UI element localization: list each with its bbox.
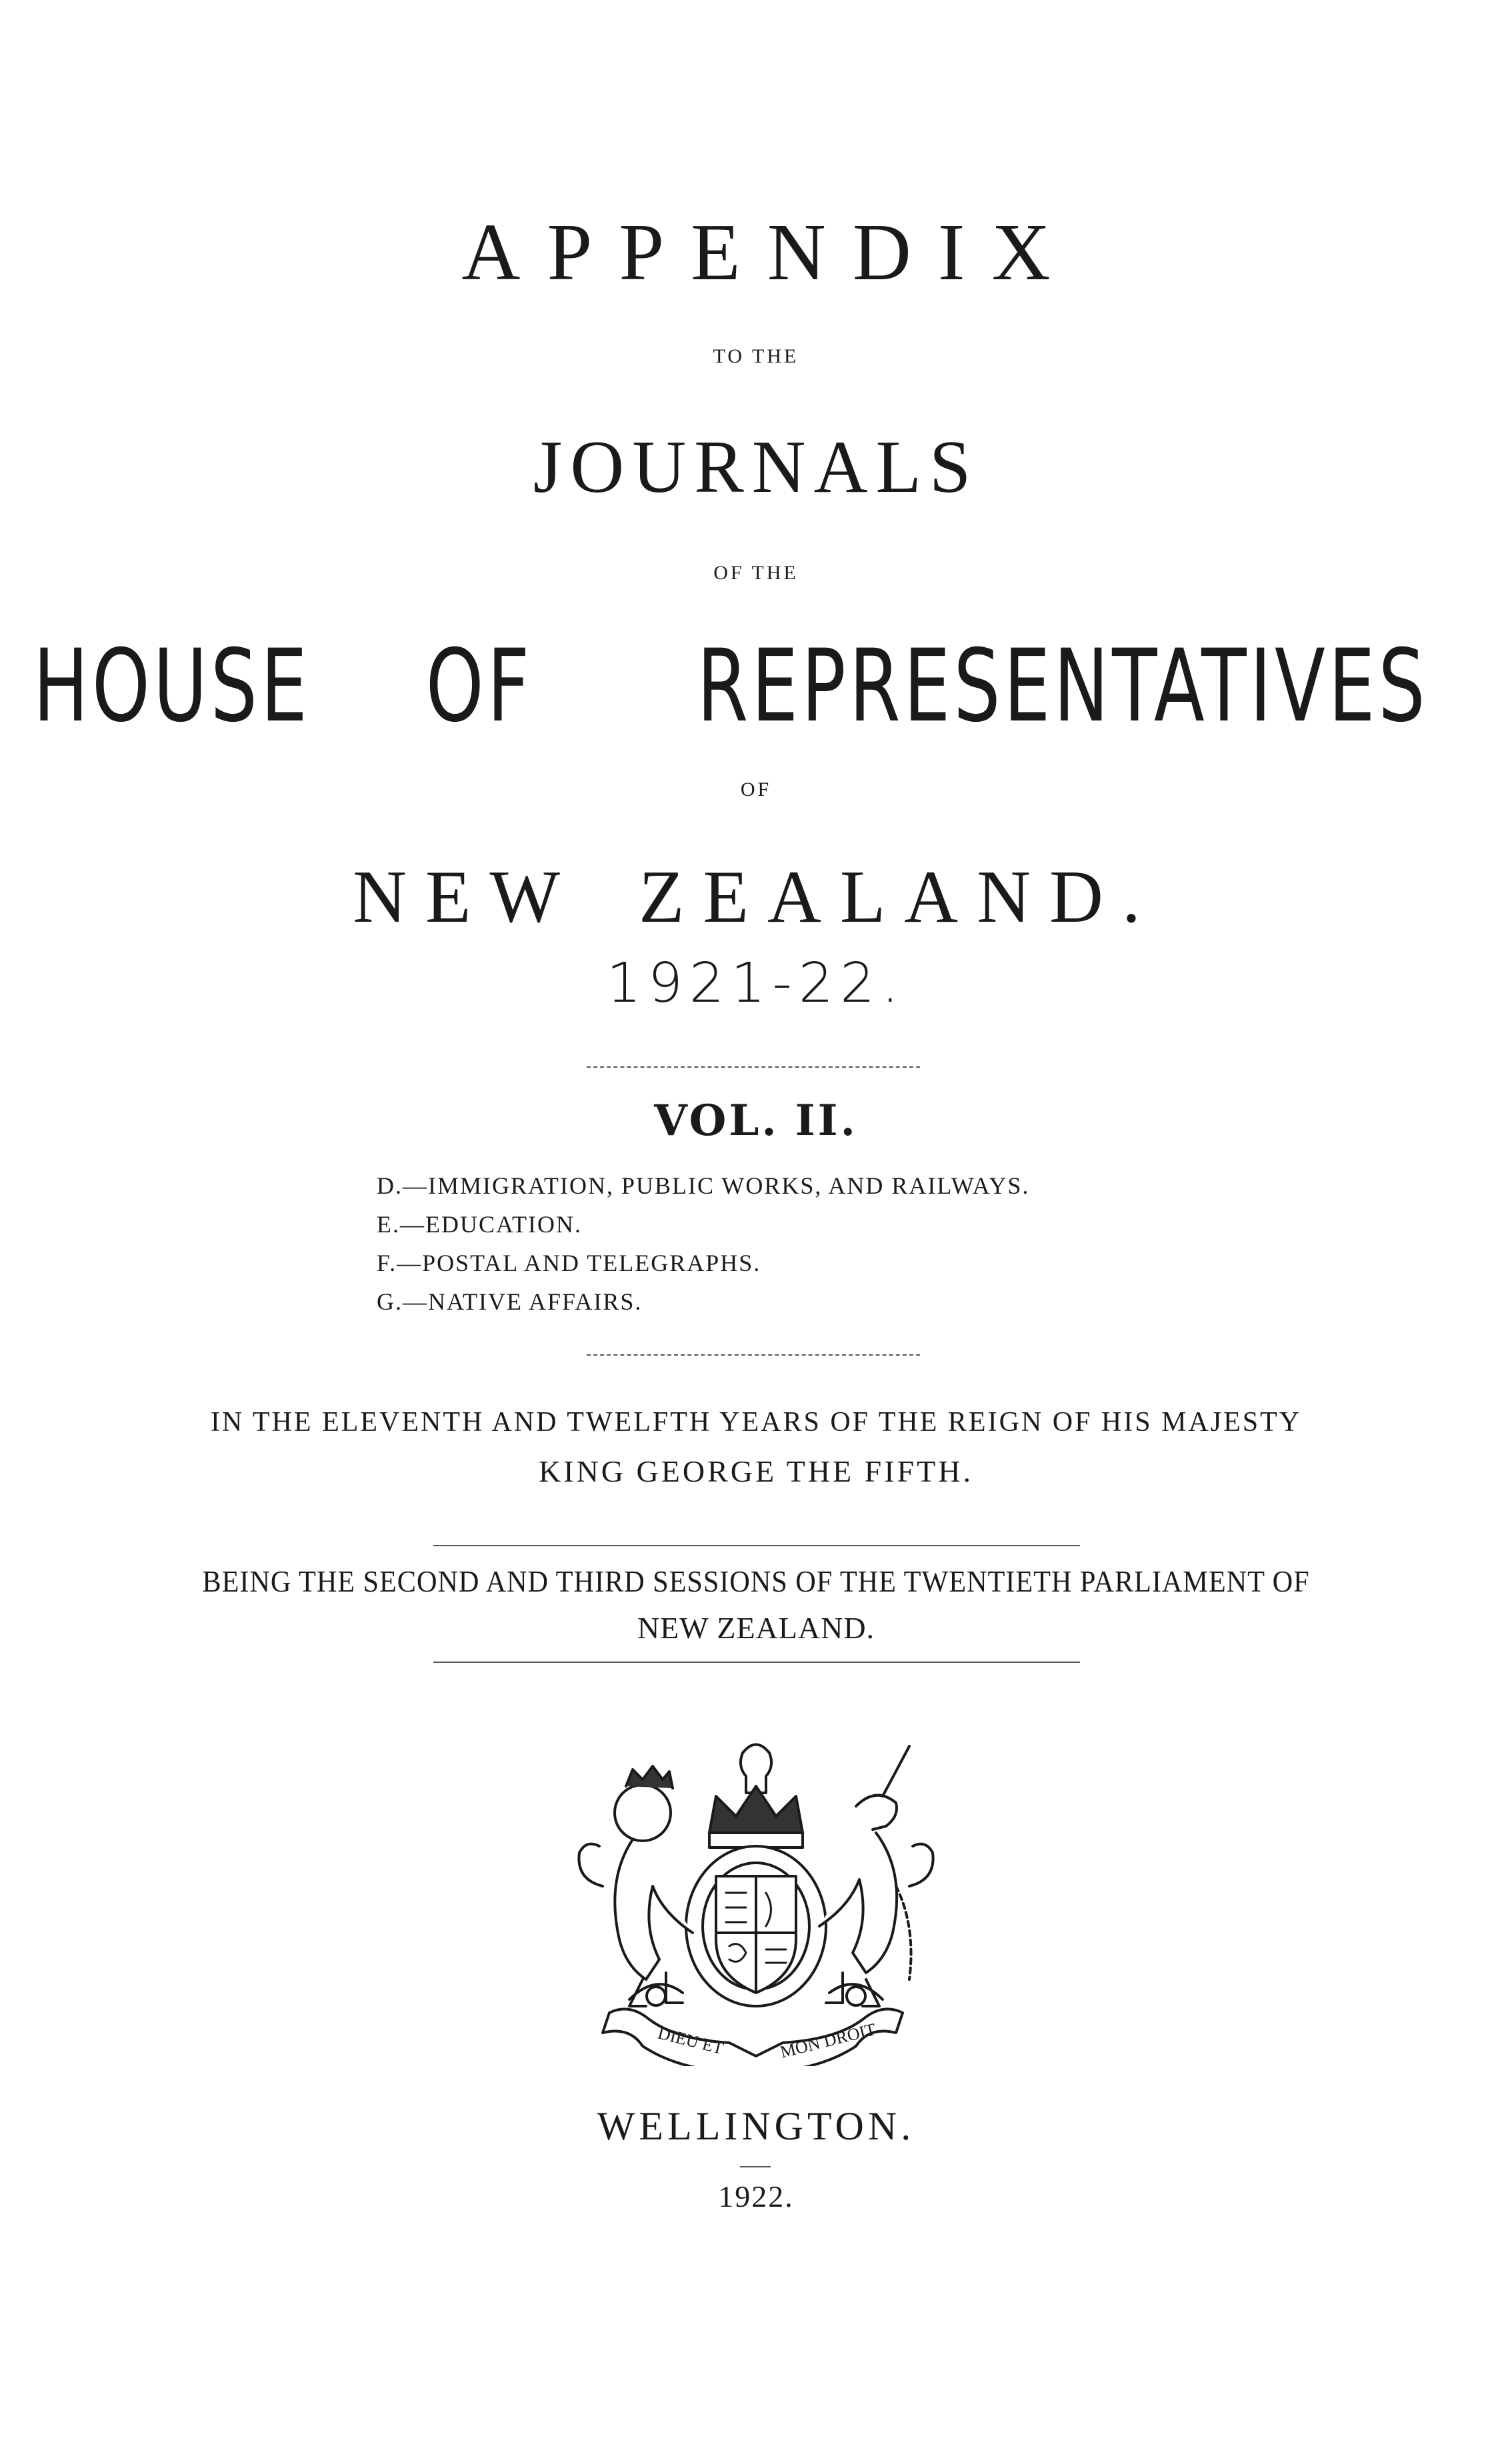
new-word: NEW (353, 856, 579, 938)
journals-title: JOURNALS (533, 426, 979, 509)
volume-number: II. (795, 1096, 858, 1146)
representatives-word: REPRESENTATIVES (697, 628, 1429, 744)
house-word: HOUSE (33, 628, 311, 744)
volume-heading (0, 1096, 1512, 1146)
divider (587, 1354, 920, 1356)
divider (433, 1545, 1080, 1546)
crest-motto-right: MON DROIT (778, 2019, 878, 2062)
crest-motto-left: DIEU ET (655, 2023, 726, 2058)
imprint-year: 1922. (718, 2179, 794, 2213)
to-the-label: TO THE (713, 345, 799, 367)
session-line-1: BEING THE SECOND AND THIRD SESSIONS OF THE TWENTIETH PARLIAMENT OF (202, 1564, 1310, 1598)
imprint-city: WELLINGTON. (597, 2104, 915, 2148)
of-word: OF (425, 628, 533, 744)
divider (740, 2166, 771, 2167)
reign-line-2: KING GEORGE THE FIFTH. (539, 1454, 973, 1488)
of-label: OF (740, 778, 772, 800)
list-item: F.—POSTAL AND TELEGRAPHS. (377, 1250, 761, 1276)
list-item: D.—IMMIGRATION, PUBLIC WORKS, AND RAILWAYS. (377, 1172, 1030, 1199)
of-the-label: OF THE (713, 562, 799, 584)
divider (587, 1066, 920, 1068)
volume-prefix: VOL. (654, 1096, 779, 1146)
volume-contents-list (377, 1166, 1029, 1321)
divider (433, 1662, 1080, 1663)
list-item: E.—EDUCATION. (377, 1211, 582, 1238)
session-line-2: NEW ZEALAND. (637, 1611, 875, 1645)
session-years: 1921-22. (606, 952, 906, 1015)
zealand-word: ZEALAND. (639, 856, 1159, 938)
appendix-title: APPENDIX (461, 207, 1077, 297)
country-title (0, 856, 1512, 938)
list-item: G.—NATIVE AFFAIRS. (377, 1288, 643, 1315)
royal-coat-of-arms-icon (563, 1733, 949, 2066)
house-of-representatives-title (0, 628, 1512, 744)
reign-line-1: IN THE ELEVENTH AND TWELFTH YEARS OF THE REIGN OF HIS MAJESTY (210, 1407, 1302, 1438)
